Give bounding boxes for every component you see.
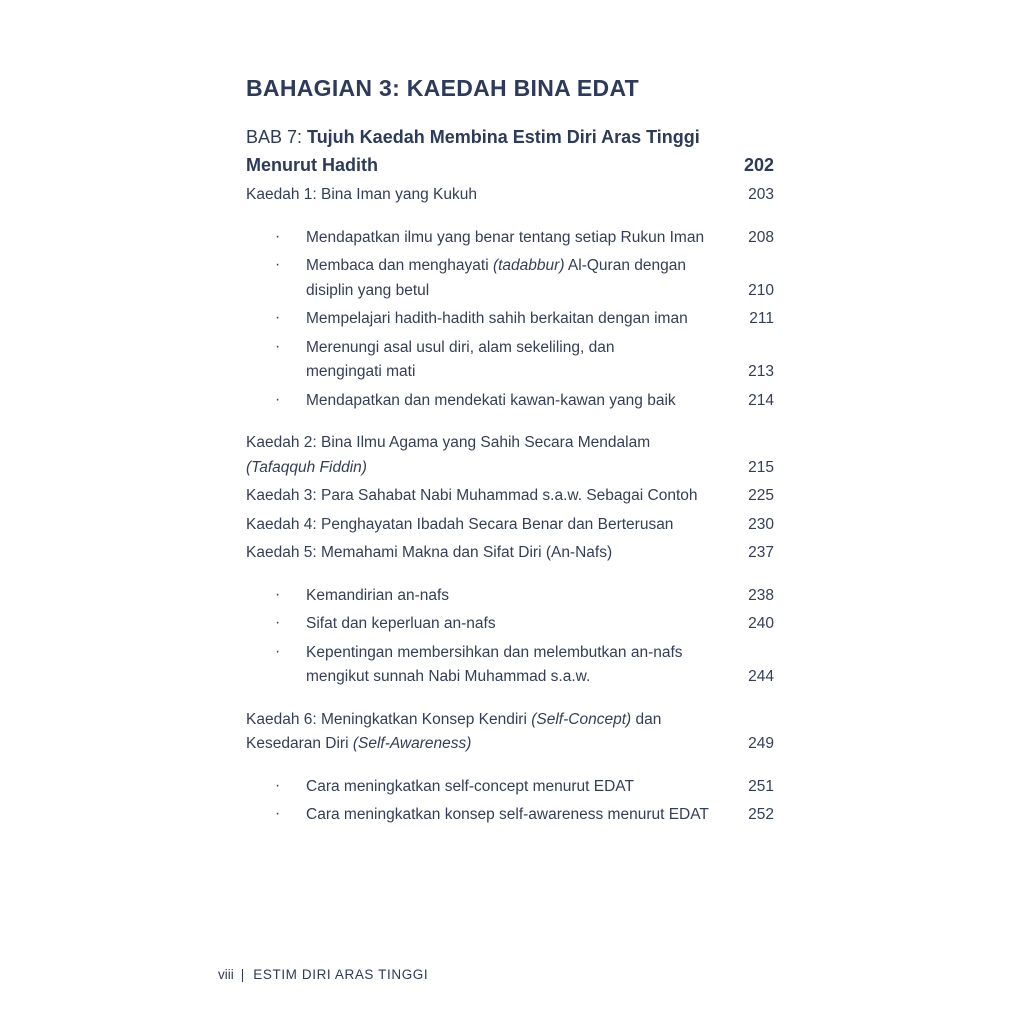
toc-text-segment: mengikut sunnah Nabi Muhammad s.a.w. — [306, 668, 591, 685]
toc-entry — [246, 541, 774, 566]
toc-entry — [246, 431, 774, 480]
toc-entry — [246, 641, 774, 690]
toc-page-number: 210 — [748, 281, 774, 299]
toc-text-segment: Mendapatkan ilmu yang benar tentang setiap Rukun Iman — [306, 228, 705, 246]
footer-separator: | — [240, 967, 245, 982]
toc-entry-line — [246, 484, 736, 509]
toc-entry-text — [246, 775, 736, 800]
toc-page-number: 230 — [748, 515, 774, 533]
section-title: BAHAGIAN 3: KAEDAH BINA EDAT — [246, 75, 640, 101]
bullet-icon: · — [275, 337, 281, 355]
toc-page-number: 237 — [748, 544, 774, 561]
toc-entry-text — [246, 513, 736, 538]
toc-entry-line — [246, 124, 736, 152]
toc-entry-line — [246, 708, 736, 733]
toc-page-number: 252 — [748, 806, 774, 823]
bullet-icon: · — [275, 227, 281, 245]
toc-entry-line — [306, 584, 736, 609]
toc-text-segment: Kemandirian an-nafs — [306, 586, 450, 604]
toc-entry — [246, 124, 774, 179]
toc-entry-line — [246, 732, 736, 757]
toc-entry-line — [306, 226, 736, 251]
bullet-icon: · — [275, 585, 281, 603]
toc-entry-text — [246, 641, 736, 690]
toc-entry-text — [246, 541, 736, 566]
toc-entry-text — [246, 803, 736, 828]
toc-text-segment: Kesedaran Diri — [246, 735, 353, 752]
toc-entry-line — [246, 431, 736, 456]
toc-entry-line — [306, 775, 736, 800]
toc-text-segment: (Tafaqquh Fiddin) — [246, 458, 367, 476]
page-footer — [218, 966, 428, 984]
toc-text-segment: Mempelajari hadith-hadith sahih berkaitan dengan iman — [306, 310, 688, 327]
toc-entry-line — [246, 152, 736, 180]
toc-text-segment: Kaedah 2: Bina Ilmu Agama yang Sahih Secara Mendalam — [246, 434, 651, 451]
toc-text-segment: mengingati mati — [306, 363, 416, 380]
toc-entry-line — [306, 803, 736, 828]
bullet-icon: · — [275, 805, 281, 822]
toc-entry-text — [246, 254, 736, 303]
table-of-contents — [246, 124, 774, 828]
toc-entry-line — [306, 612, 736, 637]
footer-page-number: viii — [218, 967, 234, 982]
toc-page-number: 213 — [748, 363, 774, 380]
toc-entry-text — [246, 584, 736, 609]
toc-entry-text — [246, 124, 736, 179]
toc-entry-text — [246, 389, 736, 414]
toc-page-number: 251 — [748, 777, 774, 795]
bullet-icon: · — [275, 390, 281, 408]
toc-text-segment: Merenungi asal usul diri, alam sekeliling, dan — [306, 338, 615, 356]
toc-entry — [246, 775, 774, 800]
toc-entry-text — [246, 708, 736, 757]
toc-text-segment: Kaedah 4: Penghayatan Ibadah Secara Benar dan Berterusan — [246, 515, 674, 533]
toc-entry — [246, 708, 774, 757]
bullet-icon: · — [275, 256, 281, 273]
toc-entry-text — [246, 307, 736, 332]
toc-entry — [246, 307, 774, 332]
bullet-icon: · — [275, 309, 281, 326]
toc-text-segment: Kepentingan membersihkan dan melembutkan an-nafs — [306, 643, 683, 661]
toc-entry-line — [246, 183, 736, 208]
toc-page-number: 225 — [748, 487, 774, 504]
toc-text-segment: Al-Quran dengan — [564, 257, 686, 274]
toc-page-number: 240 — [748, 615, 774, 632]
toc-text-segment: Cara meningkatkan konsep self-awareness menurut EDAT — [306, 806, 709, 823]
toc-entry — [246, 513, 774, 538]
bullet-icon: · — [275, 614, 281, 631]
toc-text-segment: Cara meningkatkan self-concept menurut EDAT — [306, 777, 634, 795]
toc-text-segment: Kaedah 5: Memahami Makna dan Sifat Diri (An-Nafs) — [246, 544, 613, 561]
bullet-icon: · — [275, 776, 281, 794]
toc-entry-text — [246, 612, 736, 637]
toc-text-segment: BAB 7: — [246, 127, 308, 147]
toc-entry — [246, 803, 774, 828]
toc-text-segment: Kaedah 3: Para Sahabat Nabi Muhammad s.a.w. Sebagai Contoh — [246, 487, 698, 504]
toc-page-number: 215 — [748, 458, 774, 476]
toc-entry-line — [306, 279, 736, 304]
toc-entry-line — [246, 456, 736, 481]
toc-page-number: 203 — [748, 186, 774, 203]
toc-entry — [246, 336, 774, 385]
toc-content — [246, 74, 774, 828]
toc-page-number: 211 — [749, 310, 774, 327]
toc-entry-line — [306, 336, 736, 361]
toc-entry-line — [246, 513, 736, 538]
toc-entry-line — [246, 541, 736, 566]
toc-text-segment: Kaedah 1: Bina Iman yang Kukuh — [246, 186, 477, 203]
toc-text-segment: Sifat dan keperluan an-nafs — [306, 615, 496, 632]
toc-text-segment: Kaedah 6: Meningkatkan Konsep Kendiri — [246, 710, 532, 728]
toc-text-segment: (tadabbur) — [492, 257, 565, 274]
toc-entry-text — [246, 431, 736, 480]
toc-entry-text — [246, 226, 736, 251]
toc-entry — [246, 612, 774, 637]
toc-page-number: 244 — [748, 668, 774, 685]
toc-page-number: 214 — [748, 391, 774, 409]
toc-entry-line — [306, 254, 736, 279]
toc-entry-line — [306, 307, 736, 332]
bullet-icon: · — [275, 642, 281, 660]
toc-page-number: 208 — [748, 228, 774, 246]
toc-entry-line — [306, 665, 736, 690]
toc-page-number: 249 — [748, 735, 774, 752]
toc-entry — [246, 389, 774, 414]
toc-text-segment: (Self-Concept) — [531, 710, 632, 728]
toc-entry — [246, 226, 774, 251]
toc-entry-line — [306, 641, 736, 666]
toc-entry-line — [306, 389, 736, 414]
toc-page-number: 202 — [743, 154, 774, 175]
toc-entry-text — [246, 484, 736, 509]
toc-text-segment: Tujuh Kaedah Membina Estim Diri Aras Tinggi — [307, 127, 700, 147]
toc-entry-line — [306, 360, 736, 385]
footer-book-title: ESTIM DIRI ARAS TINGGI — [253, 967, 429, 982]
toc-text-segment: Mendapatkan dan mendekati kawan-kawan yang baik — [306, 391, 676, 409]
toc-text-segment: dan — [631, 710, 662, 728]
toc-text-segment: disiplin yang betul — [306, 281, 430, 299]
toc-text-segment: Membaca dan menghayati — [306, 257, 493, 274]
toc-text-segment: Menurut Hadith — [246, 154, 378, 175]
toc-text-segment: (Self-Awareness) — [352, 735, 472, 752]
toc-entry — [246, 484, 774, 509]
toc-entry — [246, 584, 774, 609]
toc-entry — [246, 254, 774, 303]
toc-entry-text — [246, 183, 736, 208]
toc-page-number: 238 — [748, 586, 774, 604]
toc-entry — [246, 183, 774, 208]
toc-entry-text — [246, 336, 736, 385]
